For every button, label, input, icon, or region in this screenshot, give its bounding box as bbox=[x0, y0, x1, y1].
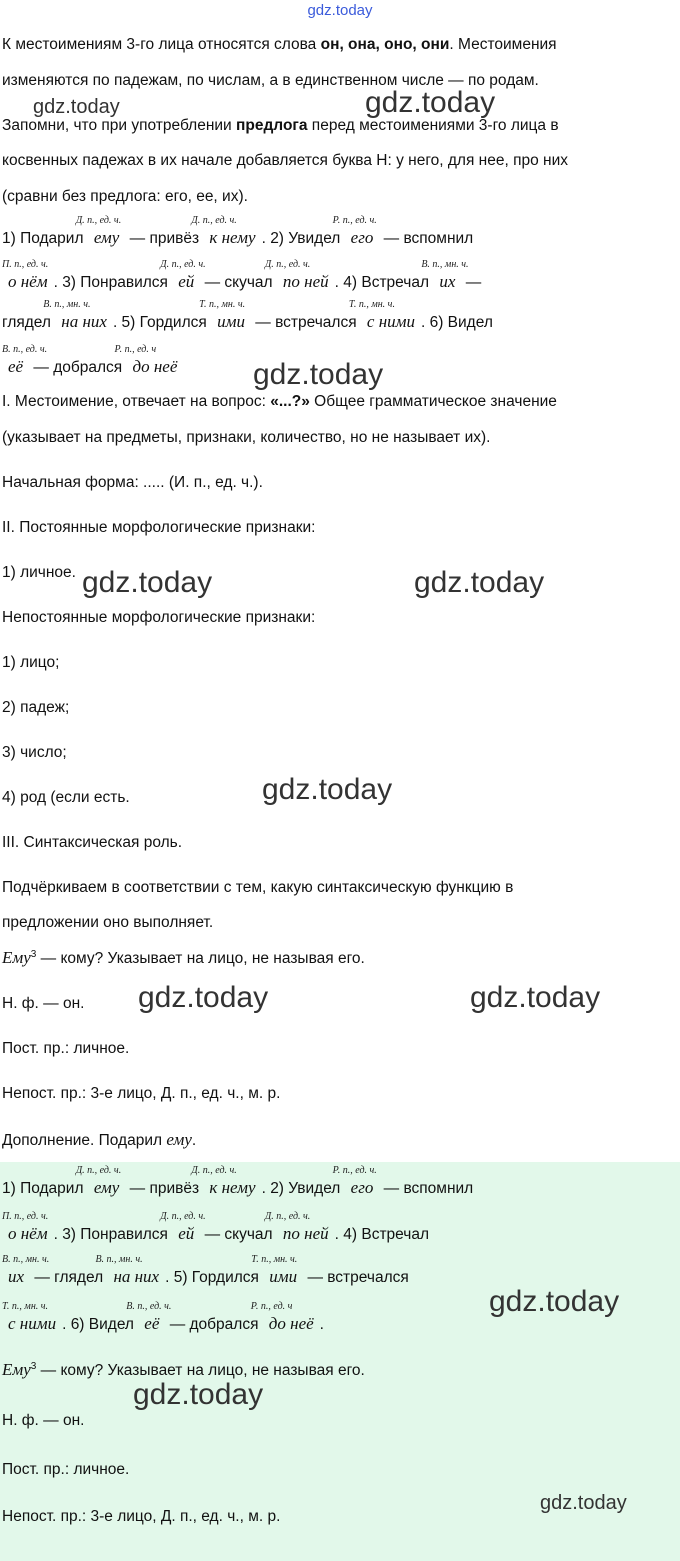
plan-item-9: 3) число; bbox=[2, 744, 67, 761]
analysis-initial-form: Н. ф. — он. bbox=[2, 995, 85, 1012]
plan-item-5: 1) личное. bbox=[2, 564, 76, 581]
analysis-nonconstant: Непост. пр.: 3-е лицо, Д. п., ед. ч., м. р. bbox=[2, 1085, 281, 1102]
plan-item-1: I. Местоимение, отвечает на вопрос: «...?» Общее грамматическое значение bbox=[2, 393, 557, 410]
example-line-3: глядел В. п., мн. ч. на них . 5) Гордился Т. п., мн. ч. ими — встречался Т. п., мн. ч. с ними . 6) Видел bbox=[2, 299, 493, 331]
watermark: gdz.today bbox=[489, 1285, 620, 1318]
example-line-1: 1) Подарил Д. п., ед. ч. ему — привёз Д. п., ед. ч. к нему . 2) Увидел Р. п., ед. ч. его — вспомнил bbox=[2, 215, 474, 247]
answer-line-2: П. п., ед. ч. о нём . 3) Понравился Д. п., ед. ч. ей — скучал Д. п., ед. ч. по ней . 4) Встречал bbox=[2, 1211, 430, 1243]
watermark: gdz.today bbox=[138, 981, 269, 1014]
answer-line-1: 1) Подарил Д. п., ед. ч. ему — привёз Д. п., ед. ч. к нему . 2) Увидел Р. п., ед. ч. его — вспомнил bbox=[2, 1165, 474, 1197]
answer-line-3: В. п., мн. ч. их — глядел В. п., мн. ч. на них . 5) Гордился Т. п., мн. ч. ими — встречался bbox=[2, 1254, 409, 1286]
analysis-constant: Пост. пр.: личное. bbox=[2, 1040, 130, 1057]
plan-item-11: III. Синтаксическая роль. bbox=[2, 834, 183, 851]
answer-initial-form: Н. ф. — он. bbox=[2, 1412, 85, 1429]
intro-line-5: (сравни без предлога: его, ее, их). bbox=[2, 188, 248, 205]
watermark: gdz.today bbox=[33, 96, 120, 118]
plan-item-6: Непостоянные морфологические признаки: bbox=[2, 609, 316, 626]
site-logo[interactable]: gdz.today bbox=[307, 2, 373, 19]
plan-item-10: 4) род (если есть. bbox=[2, 789, 130, 806]
watermark: gdz.today bbox=[133, 1378, 264, 1411]
plan-item-13: предложении оно выполняет. bbox=[2, 914, 214, 931]
analysis-role: Дополнение. Подарил ему. bbox=[2, 1130, 197, 1149]
watermark: gdz.today bbox=[82, 566, 213, 599]
intro-line-2: изменяются по падежам, по числам, а в единственном числе — по родам. bbox=[2, 72, 539, 89]
watermark: gdz.today bbox=[365, 86, 496, 119]
plan-item-12: Подчёркиваем в соответствии с тем, какую синтаксическую функцию в bbox=[2, 879, 514, 896]
example-line-4: В. п., ед. ч. её — добрался Р. п., ед. ч до неё bbox=[2, 344, 178, 376]
watermark: gdz.today bbox=[540, 1492, 627, 1514]
answer-nonconstant: Непост. пр.: 3-е лицо, Д. п., ед. ч., м. р. bbox=[2, 1508, 281, 1525]
watermark: gdz.today bbox=[470, 981, 601, 1014]
watermark: gdz.today bbox=[262, 773, 393, 806]
intro-line-1: К местоимениям 3-го лица относятся слова он, она, оно, они. Местоимения bbox=[2, 36, 557, 53]
intro-line-4: косвенных падежах в их начале добавляется буква Н: у него, для нее, про них bbox=[2, 152, 568, 169]
answer-line-4: Т. п., мн. ч. с ними . 6) Видел В. п., ед. ч. её — добрался Р. п., ед. ч до неё . bbox=[2, 1301, 324, 1333]
analysis-question: Ему$^3$ — кому? Указывает на лицо, не называя его. bbox=[2, 948, 365, 967]
example-line-2: П. п., ед. ч. о нём . 3) Понравился Д. п., ед. ч. ей — скучал Д. п., ед. ч. по ней . 4) Встречал В. п., мн. ч. их — bbox=[2, 259, 482, 291]
plan-item-4: II. Постоянные морфологические признаки: bbox=[2, 519, 316, 536]
answer-question: Ему$^3$ — кому? Указывает на лицо, не называя его. bbox=[2, 1360, 365, 1379]
plan-item-8: 2) падеж; bbox=[2, 699, 70, 716]
answer-constant: Пост. пр.: личное. bbox=[2, 1461, 130, 1478]
watermark: gdz.today bbox=[253, 358, 384, 391]
plan-item-7: 1) лицо; bbox=[2, 654, 60, 671]
intro-line-3: Запомни, что при употреблении предлога перед местоимениями 3-го лица в bbox=[2, 117, 559, 134]
plan-item-2: (указывает на предметы, признаки, количество, но не называет их). bbox=[2, 429, 491, 446]
watermark: gdz.today bbox=[414, 566, 545, 599]
plan-item-3: Начальная форма: ..... (И. п., ед. ч.). bbox=[2, 474, 263, 491]
